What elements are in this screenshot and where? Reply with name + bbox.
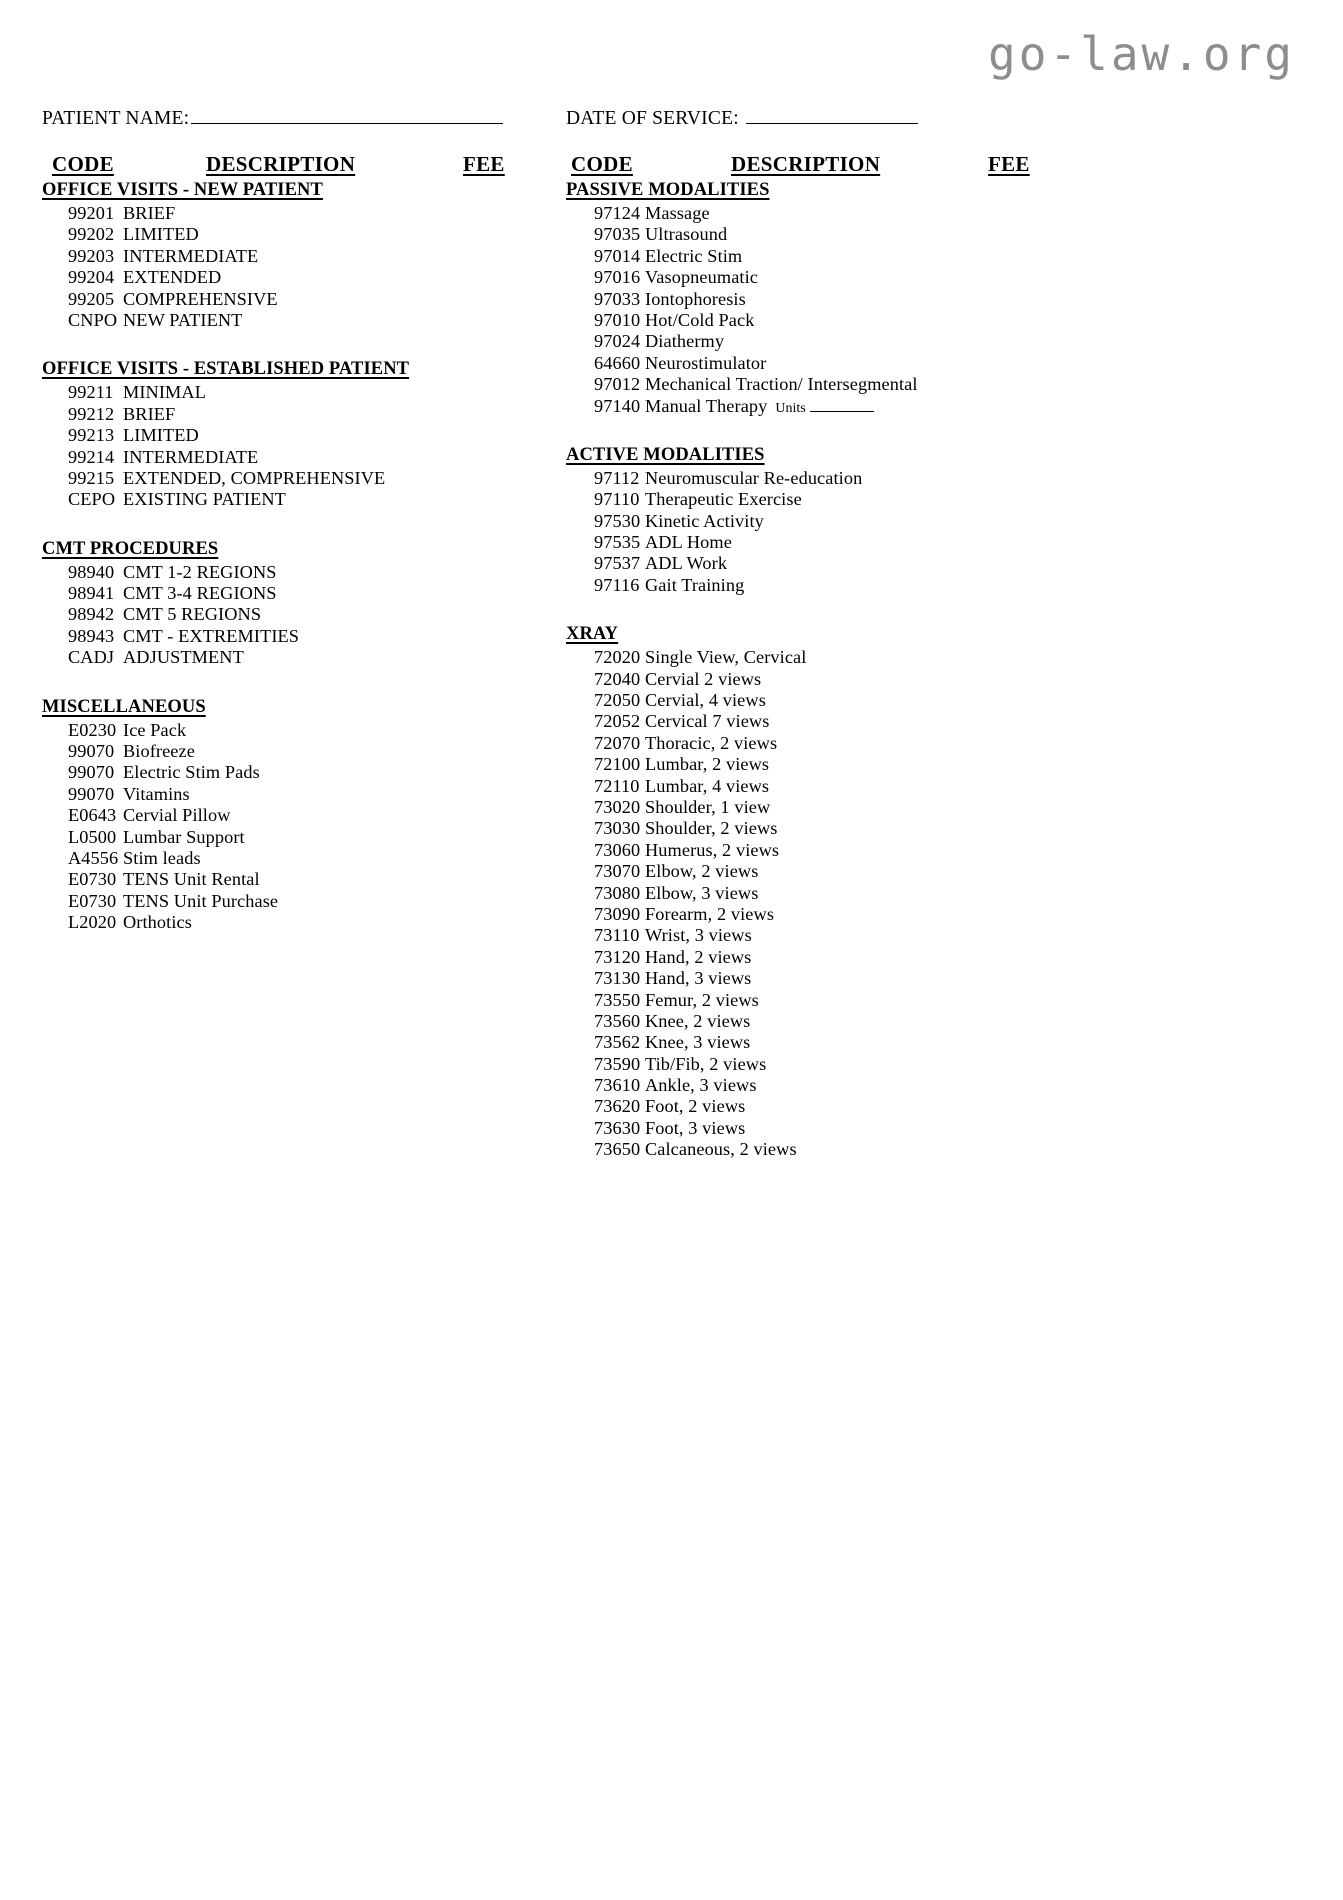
code-row[interactable] (566, 711, 1086, 732)
row-description: Ankle, 3 views (645, 1075, 757, 1096)
row-description: Single View, Cervical (645, 647, 807, 668)
row-description: Knee, 2 views (645, 1010, 751, 1031)
code-row[interactable] (566, 489, 1086, 510)
row-description: ADL Work (645, 553, 728, 574)
row-code: 73630 (594, 1117, 641, 1138)
row-description: Neuromuscular Re-education (645, 467, 863, 488)
row-code: 73080 (594, 882, 641, 903)
section-rows (42, 203, 542, 331)
header-description: DESCRIPTION (206, 152, 356, 176)
right-column (566, 152, 1086, 1161)
section-title: OFFICE VISITS - NEW PATIENT (42, 180, 323, 200)
row-description: Lumbar Support (123, 826, 245, 847)
row-description: INTERMEDIATE (123, 446, 259, 467)
row-description: Calcaneous, 2 views (645, 1139, 797, 1160)
row-code: 97016 (594, 267, 641, 288)
row-description: Vitamins (123, 783, 190, 804)
date-of-service-label: DATE OF SERVICE: (566, 108, 739, 129)
row-code: 97010 (594, 309, 641, 330)
code-row[interactable] (566, 532, 1086, 553)
units-blank[interactable] (810, 400, 874, 412)
row-description: CMT - EXTREMITIES (123, 625, 300, 646)
section-xray (566, 624, 1086, 1160)
row-code: 73030 (594, 818, 641, 839)
code-row[interactable] (566, 203, 1086, 224)
row-description: COMPREHENSIVE (123, 288, 278, 309)
code-row[interactable] (42, 583, 542, 604)
row-description: Foot, 3 views (645, 1117, 746, 1138)
row-description: Mechanical Traction/ Intersegmental (645, 374, 918, 395)
row-description: Lumbar, 2 views (645, 754, 770, 775)
row-description: Shoulder, 1 view (645, 796, 771, 817)
row-code: 97537 (594, 553, 641, 574)
section-cmt-procedures (42, 539, 542, 669)
code-row[interactable] (42, 404, 542, 425)
row-description: Elbow, 2 views (645, 861, 759, 882)
code-row[interactable] (566, 1118, 1086, 1139)
row-description: TENS Unit Purchase (123, 890, 279, 911)
row-code: 99214 (68, 446, 115, 467)
section-title: XRAY (566, 624, 619, 645)
row-description: Hand, 3 views (645, 968, 752, 989)
row-code: 73620 (594, 1096, 641, 1117)
code-row[interactable] (566, 553, 1086, 574)
row-code: CADJ (68, 647, 115, 668)
row-description: Cervical 7 views (645, 711, 770, 732)
section-rows (42, 382, 542, 510)
row-code: 99205 (68, 288, 115, 309)
row-description: Knee, 3 views (645, 1032, 751, 1053)
row-description: INTERMEDIATE (123, 245, 259, 266)
row-code: 99070 (68, 741, 115, 762)
code-row[interactable] (566, 331, 1086, 352)
code-row[interactable] (566, 925, 1086, 946)
section-rows (42, 562, 542, 669)
code-row[interactable] (42, 289, 542, 310)
row-code: 72040 (594, 668, 641, 689)
code-row[interactable] (42, 784, 542, 805)
code-row[interactable] (42, 425, 542, 446)
code-row[interactable] (42, 762, 542, 783)
code-row[interactable] (42, 827, 542, 848)
code-row[interactable] (566, 990, 1086, 1011)
code-row[interactable] (566, 1096, 1086, 1117)
row-description: Massage (645, 203, 710, 223)
code-row[interactable] (42, 604, 542, 625)
row-code: E0230 (68, 719, 117, 740)
code-row[interactable] (42, 848, 542, 869)
row-code: 99201 (68, 203, 115, 223)
row-description: CMT 3-4 REGIONS (123, 583, 277, 604)
row-code: 72100 (594, 754, 641, 775)
row-description: Elbow, 3 views (645, 882, 759, 903)
section-office-visits-new-patient (42, 180, 542, 331)
code-row[interactable] (42, 647, 542, 668)
code-row[interactable] (566, 883, 1086, 904)
code-row[interactable] (566, 511, 1086, 532)
header-fee: FEE (463, 152, 505, 176)
section-title: OFFICE VISITS - ESTABLISHED PATIENT (42, 359, 410, 380)
row-code: 73110 (594, 925, 640, 946)
code-row[interactable] (42, 267, 542, 288)
row-code: 98943 (68, 625, 115, 646)
watermark-go-law-org: go-law.org (988, 27, 1295, 81)
row-code: 73070 (594, 861, 641, 882)
row-description: LIMITED (123, 425, 199, 446)
code-row[interactable] (42, 741, 542, 762)
row-code: 73090 (594, 903, 641, 924)
code-row[interactable] (566, 224, 1086, 245)
row-description: EXTENDED (123, 267, 222, 288)
code-row[interactable] (566, 968, 1086, 989)
row-description: Humerus, 2 views (645, 839, 780, 860)
section-rows (566, 647, 1086, 1160)
row-code: E0730 (68, 869, 117, 890)
row-code: 97140 (594, 395, 641, 416)
row-code: 97124 (594, 203, 641, 223)
row-description: Biofreeze (123, 741, 195, 762)
row-code: 64660 (594, 352, 641, 373)
row-description: Thoracic, 2 views (645, 732, 778, 753)
code-row[interactable] (42, 382, 542, 403)
row-code: 97024 (594, 331, 641, 352)
left-column (42, 152, 542, 934)
code-row[interactable] (566, 575, 1086, 596)
row-description: Shoulder, 2 views (645, 818, 778, 839)
row-code: 97035 (594, 224, 641, 245)
row-code: 99070 (68, 762, 115, 783)
section-miscellaneous (42, 697, 542, 934)
code-row[interactable] (566, 1011, 1086, 1032)
code-row[interactable] (566, 374, 1086, 395)
left-sections (42, 180, 542, 934)
row-description: Kinetic Activity (645, 510, 764, 531)
code-row[interactable] (42, 720, 542, 741)
code-row[interactable] (42, 310, 542, 331)
code-row[interactable] (566, 776, 1086, 797)
row-description: Hot/Cold Pack (645, 309, 755, 330)
row-code: 73590 (594, 1053, 641, 1074)
row-code: 97112 (594, 467, 640, 488)
row-description: Ultrasound (645, 224, 728, 245)
row-description: Cervial 2 views (645, 668, 762, 689)
date-of-service-blank[interactable] (746, 108, 918, 124)
code-row[interactable] (42, 891, 542, 912)
code-row[interactable] (566, 647, 1086, 668)
row-code: 73560 (594, 1010, 641, 1031)
row-code: 72050 (594, 690, 641, 711)
row-description: Ice Pack (123, 719, 187, 740)
row-description: Iontophoresis (645, 288, 746, 309)
section-rows (42, 720, 542, 934)
section-active-modalities (566, 445, 1086, 596)
row-code: 97110 (594, 489, 640, 510)
row-code: 72020 (594, 647, 641, 668)
row-description: BRIEF (123, 403, 176, 424)
row-description: ADJUSTMENT (123, 647, 244, 668)
row-code: 99070 (68, 783, 115, 804)
section-title: CMT PROCEDURES (42, 538, 219, 559)
row-description: NEW PATIENT (123, 309, 243, 330)
row-description: TENS Unit Rental (123, 869, 260, 890)
row-description: Therapeutic Exercise (645, 489, 802, 510)
code-row[interactable] (42, 489, 542, 510)
row-description: Foot, 2 views (645, 1096, 746, 1117)
left-column-headers (42, 152, 542, 180)
row-code: 73562 (594, 1032, 641, 1053)
row-description: EXISTING PATIENT (123, 489, 286, 510)
row-code: 99203 (68, 245, 115, 266)
row-code: 73060 (594, 839, 641, 860)
row-code: 98941 (68, 583, 115, 604)
code-row[interactable] (566, 310, 1086, 331)
row-description: Gait Training (645, 574, 745, 595)
row-description: Diathermy (645, 331, 725, 352)
row-code: 99212 (68, 403, 115, 424)
row-code: 73120 (594, 946, 641, 967)
section-office-visits-established-patient (42, 359, 542, 510)
row-description: Forearm, 2 views (645, 903, 775, 924)
row-description: Wrist, 3 views (645, 925, 752, 946)
code-row[interactable] (566, 818, 1086, 839)
row-code: 73020 (594, 796, 641, 817)
header-description: DESCRIPTION (731, 152, 881, 176)
code-row[interactable] (566, 797, 1086, 818)
row-code: 73610 (594, 1075, 641, 1096)
row-code: 98942 (68, 604, 115, 625)
code-row[interactable] (566, 267, 1086, 288)
header-code: CODE (571, 152, 633, 176)
patient-name-label: PATIENT NAME: (42, 108, 190, 129)
section-title: MISCELLANEOUS (42, 696, 206, 717)
code-row[interactable] (566, 690, 1086, 711)
row-code: CNPO (68, 309, 118, 330)
section-title: ACTIVE MODALITIES (566, 444, 765, 465)
row-description: ADL Home (645, 532, 732, 553)
code-row[interactable] (566, 1032, 1086, 1053)
row-description: Orthotics (123, 912, 192, 933)
header-code: CODE (52, 152, 114, 176)
row-code: L2020 (68, 912, 117, 933)
row-description: Cervial, 4 views (645, 690, 766, 711)
code-row[interactable] (42, 869, 542, 890)
code-row[interactable] (566, 861, 1086, 882)
row-description: Femur, 2 views (645, 989, 759, 1010)
code-row[interactable] (566, 754, 1086, 775)
row-code: 72070 (594, 732, 641, 753)
code-row[interactable] (566, 1054, 1086, 1075)
section-rows (566, 468, 1086, 596)
section-rows (566, 203, 1086, 417)
code-row[interactable] (566, 947, 1086, 968)
row-code: 73130 (594, 968, 641, 989)
row-code: 99215 (68, 467, 115, 488)
row-code: 97116 (594, 574, 640, 595)
code-row[interactable] (42, 562, 542, 583)
code-row[interactable] (566, 904, 1086, 925)
row-code: CEPO (68, 489, 116, 510)
row-description: MINIMAL (123, 382, 206, 403)
row-description: CMT 5 REGIONS (123, 604, 262, 625)
code-row[interactable] (566, 733, 1086, 754)
code-row[interactable] (42, 468, 542, 489)
code-row[interactable] (42, 626, 542, 647)
row-code: 99213 (68, 425, 115, 446)
row-description: BRIEF (123, 203, 176, 223)
code-row[interactable] (42, 246, 542, 267)
code-row[interactable] (42, 203, 542, 224)
row-description: Tib/Fib, 2 views (645, 1053, 767, 1074)
row-description: Neurostimulator (645, 352, 767, 373)
code-row[interactable] (566, 468, 1086, 489)
code-row[interactable] (42, 912, 542, 933)
row-code: E0643 (68, 805, 117, 826)
patient-name-field[interactable] (42, 108, 503, 130)
row-description: Cervial Pillow (123, 805, 231, 826)
row-code: 98940 (68, 561, 115, 582)
code-row[interactable] (566, 1075, 1086, 1096)
code-row[interactable] (42, 447, 542, 468)
row-code: 99202 (68, 224, 115, 245)
code-row[interactable] (42, 224, 542, 245)
form-fields (0, 108, 1343, 136)
code-row[interactable] (566, 396, 1086, 417)
row-code: E0730 (68, 890, 117, 911)
row-description: Lumbar, 4 views (645, 775, 770, 796)
row-code: 99204 (68, 267, 115, 288)
code-row[interactable] (566, 246, 1086, 267)
row-description: Hand, 2 views (645, 946, 752, 967)
row-description: LIMITED (123, 224, 199, 245)
row-description: EXTENDED, COMPREHENSIVE (123, 467, 386, 488)
row-code: L0500 (68, 826, 117, 847)
section-title: PASSIVE MODALITIES (566, 180, 770, 200)
row-code: 73550 (594, 989, 641, 1010)
code-row[interactable] (566, 289, 1086, 310)
row-code: 97535 (594, 532, 641, 553)
code-row[interactable] (566, 1139, 1086, 1160)
row-description: Electric Stim (645, 245, 743, 266)
section-passive-modalities (566, 180, 1086, 417)
right-column-headers (566, 152, 1086, 180)
row-code: 99211 (68, 382, 114, 403)
patient-name-blank[interactable] (191, 108, 503, 124)
row-description: Stim leads (123, 847, 201, 868)
row-code: A4556 (68, 847, 119, 868)
row-description: CMT 1-2 REGIONS (123, 561, 277, 582)
date-of-service-field[interactable] (566, 108, 918, 130)
code-row[interactable] (566, 353, 1086, 374)
code-row[interactable] (42, 805, 542, 826)
row-description: Vasopneumatic (645, 267, 758, 288)
row-code: 97530 (594, 510, 641, 531)
right-sections (566, 180, 1086, 1161)
row-code: 97033 (594, 288, 641, 309)
row-description: Electric Stim Pads (123, 762, 260, 783)
row-code: 97012 (594, 374, 641, 395)
units-label: Units (775, 400, 806, 416)
code-row[interactable] (566, 669, 1086, 690)
row-code: 72110 (594, 775, 640, 796)
code-row[interactable] (566, 840, 1086, 861)
row-code: 72052 (594, 711, 641, 732)
row-code: 73650 (594, 1139, 641, 1160)
row-description: Manual Therapy (645, 395, 768, 416)
header-fee: FEE (988, 152, 1030, 176)
row-code: 97014 (594, 245, 641, 266)
